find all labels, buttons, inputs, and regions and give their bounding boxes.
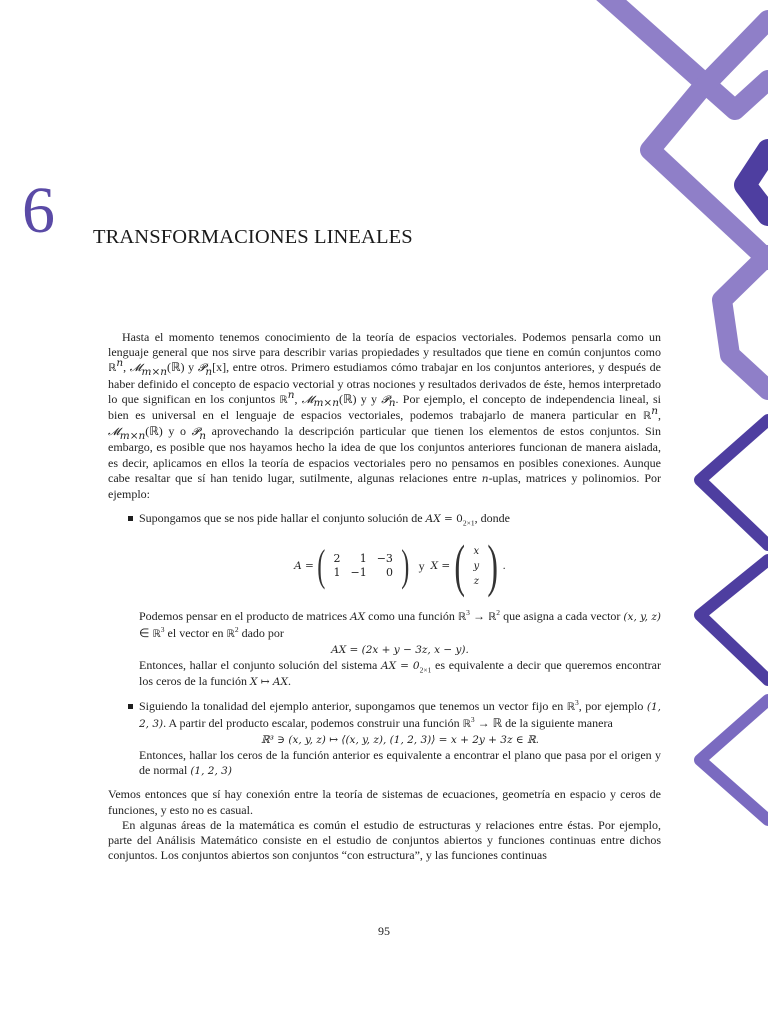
matrix-definition: A = ( 2 1 −3 1 −1 0 ) y X = ( x y z ) .	[294, 533, 506, 599]
right-paren: )	[401, 541, 410, 591]
bullet-marker	[128, 704, 133, 709]
bullet-2-lead: Siguiendo la tonalidad del ejemplo anterior, supongamos que tenemos un vector fijo en ℝ$^3$, por ejemplo (1, 2, 3). A partir del producto escalar, podemos construir una función ℝ$^3$ → ℝ de la siguiente manera	[139, 698, 662, 730]
left-paren: (	[454, 533, 466, 599]
bullet-item-2	[108, 699, 661, 779]
closing-paragraph-2: En algunas áreas de la matemática es común el estudio de estructuras y relaciones entre éstas. Por ejemplo, parte del Análisis Matemático consiste en el estudio de conjuntos abiertos y funciones continuas entre dichos conjuntos. Los conjuntos abiertos son conjuntos “con estructura”, y las funciones continuas	[108, 817, 661, 863]
chapter-number: 6	[22, 174, 55, 247]
bullet-2-conclusion: Entonces, hallar los ceros de la función anterior es equivalente a encontrar el plano que pasa por el origen y de normal (1, 2, 3)	[139, 748, 661, 778]
and-text: y	[418, 558, 425, 573]
closing-paragraph-1: Vemos entonces que sí hay conexión entre la teoría de sistemas de ecuaciones, geometría en espacio y ceros de funciones, y esto no es casual.	[108, 787, 661, 817]
bullet-item-1	[108, 511, 661, 690]
bullet-1-function-text: Podemos pensar en el producto de matrices AX como una función ℝ$^3$ → ℝ$^2$ que asigna a cada vector (x, y, z) ∈ ℝ$^3$ el vector en ℝ$^2$ dado por	[139, 608, 661, 640]
page-number: 95	[378, 924, 390, 938]
bullet-1-lead: Supongamos que se nos pide hallar el conjunto solución de AX = $0_{2\times 1}$, donde	[139, 511, 510, 528]
bullet-marker	[128, 516, 133, 521]
equation-dot-product: ℝ³ ∋ (x, y, z) ↦ ⟨(x, y, z), (1, 2, 3)⟩ = x + 2y + 3z ∈ ℝ.	[260, 733, 540, 746]
matrix-a-label: A =	[294, 559, 314, 572]
right-paren: )	[487, 533, 499, 599]
matrix-a: 2 1 −3 1 −1 0	[333, 552, 393, 580]
matrix-x-label: X =	[430, 559, 451, 572]
chapter-title: TRANSFORMACIONES LINEALES	[93, 226, 413, 248]
bullet-1-conclusion: Entonces, hallar el conjunto solución del sistema AX = $0_{2\times 1}$ es equivalente a decir que queremos encontrar los ceros de la función X ↦ AX.	[139, 658, 661, 689]
matrix-x: x y z	[473, 545, 480, 587]
equation-ax: AX = (2x + y − 3z, x − y).	[331, 643, 469, 656]
intro-paragraph: Hasta el momento tenemos conocimiento de la teoría de espacios vectoriales. Podemos pensarla como un lenguaje general que nos sirve para describir varias propiedades y resultados que tiene en común conjuntos como ℝ$^n$, 𝓜$_{m\times n}$(ℝ) y 𝓟$_n$[x], entre otros. Primero estudiamos cómo trabajar en los conjuntos anteriores, y después de haber definido el concepto de espacio vectorial y otras nociones y resultados derivados de éste, hemos interpretado lo que significan en los conjuntos ℝ$^n$, 𝓜$_{m\times n}$(ℝ) y y 𝓟$_n$. Por ejemplo, el concepto de independencia lineal, si bien es universal en el lenguaje de espacios vectoriales, podemos trabajarlo de manera particular en ℝ$^n$, 𝓜$_{m\times n}$(ℝ) y o 𝓟$_n$ aprovechando la descripción particular que tienen los elementos de estos conjuntos. Sin embargo, es posible que nos hayamos hecho la idea de que los conjuntos anteriores funcionan de manera aislada, es decir, aplicamos en ellos la teoría de espacios vectoriales pero no pensamos en posibles conexiones. Aunque cabe resaltar que sí han tenido lugar, sutilmente, algunas relaciones entre n-uplas, matrices y polinomios. Por ejemplo:	[108, 330, 662, 502]
page-body	[108, 330, 661, 863]
left-paren: (	[317, 541, 326, 591]
